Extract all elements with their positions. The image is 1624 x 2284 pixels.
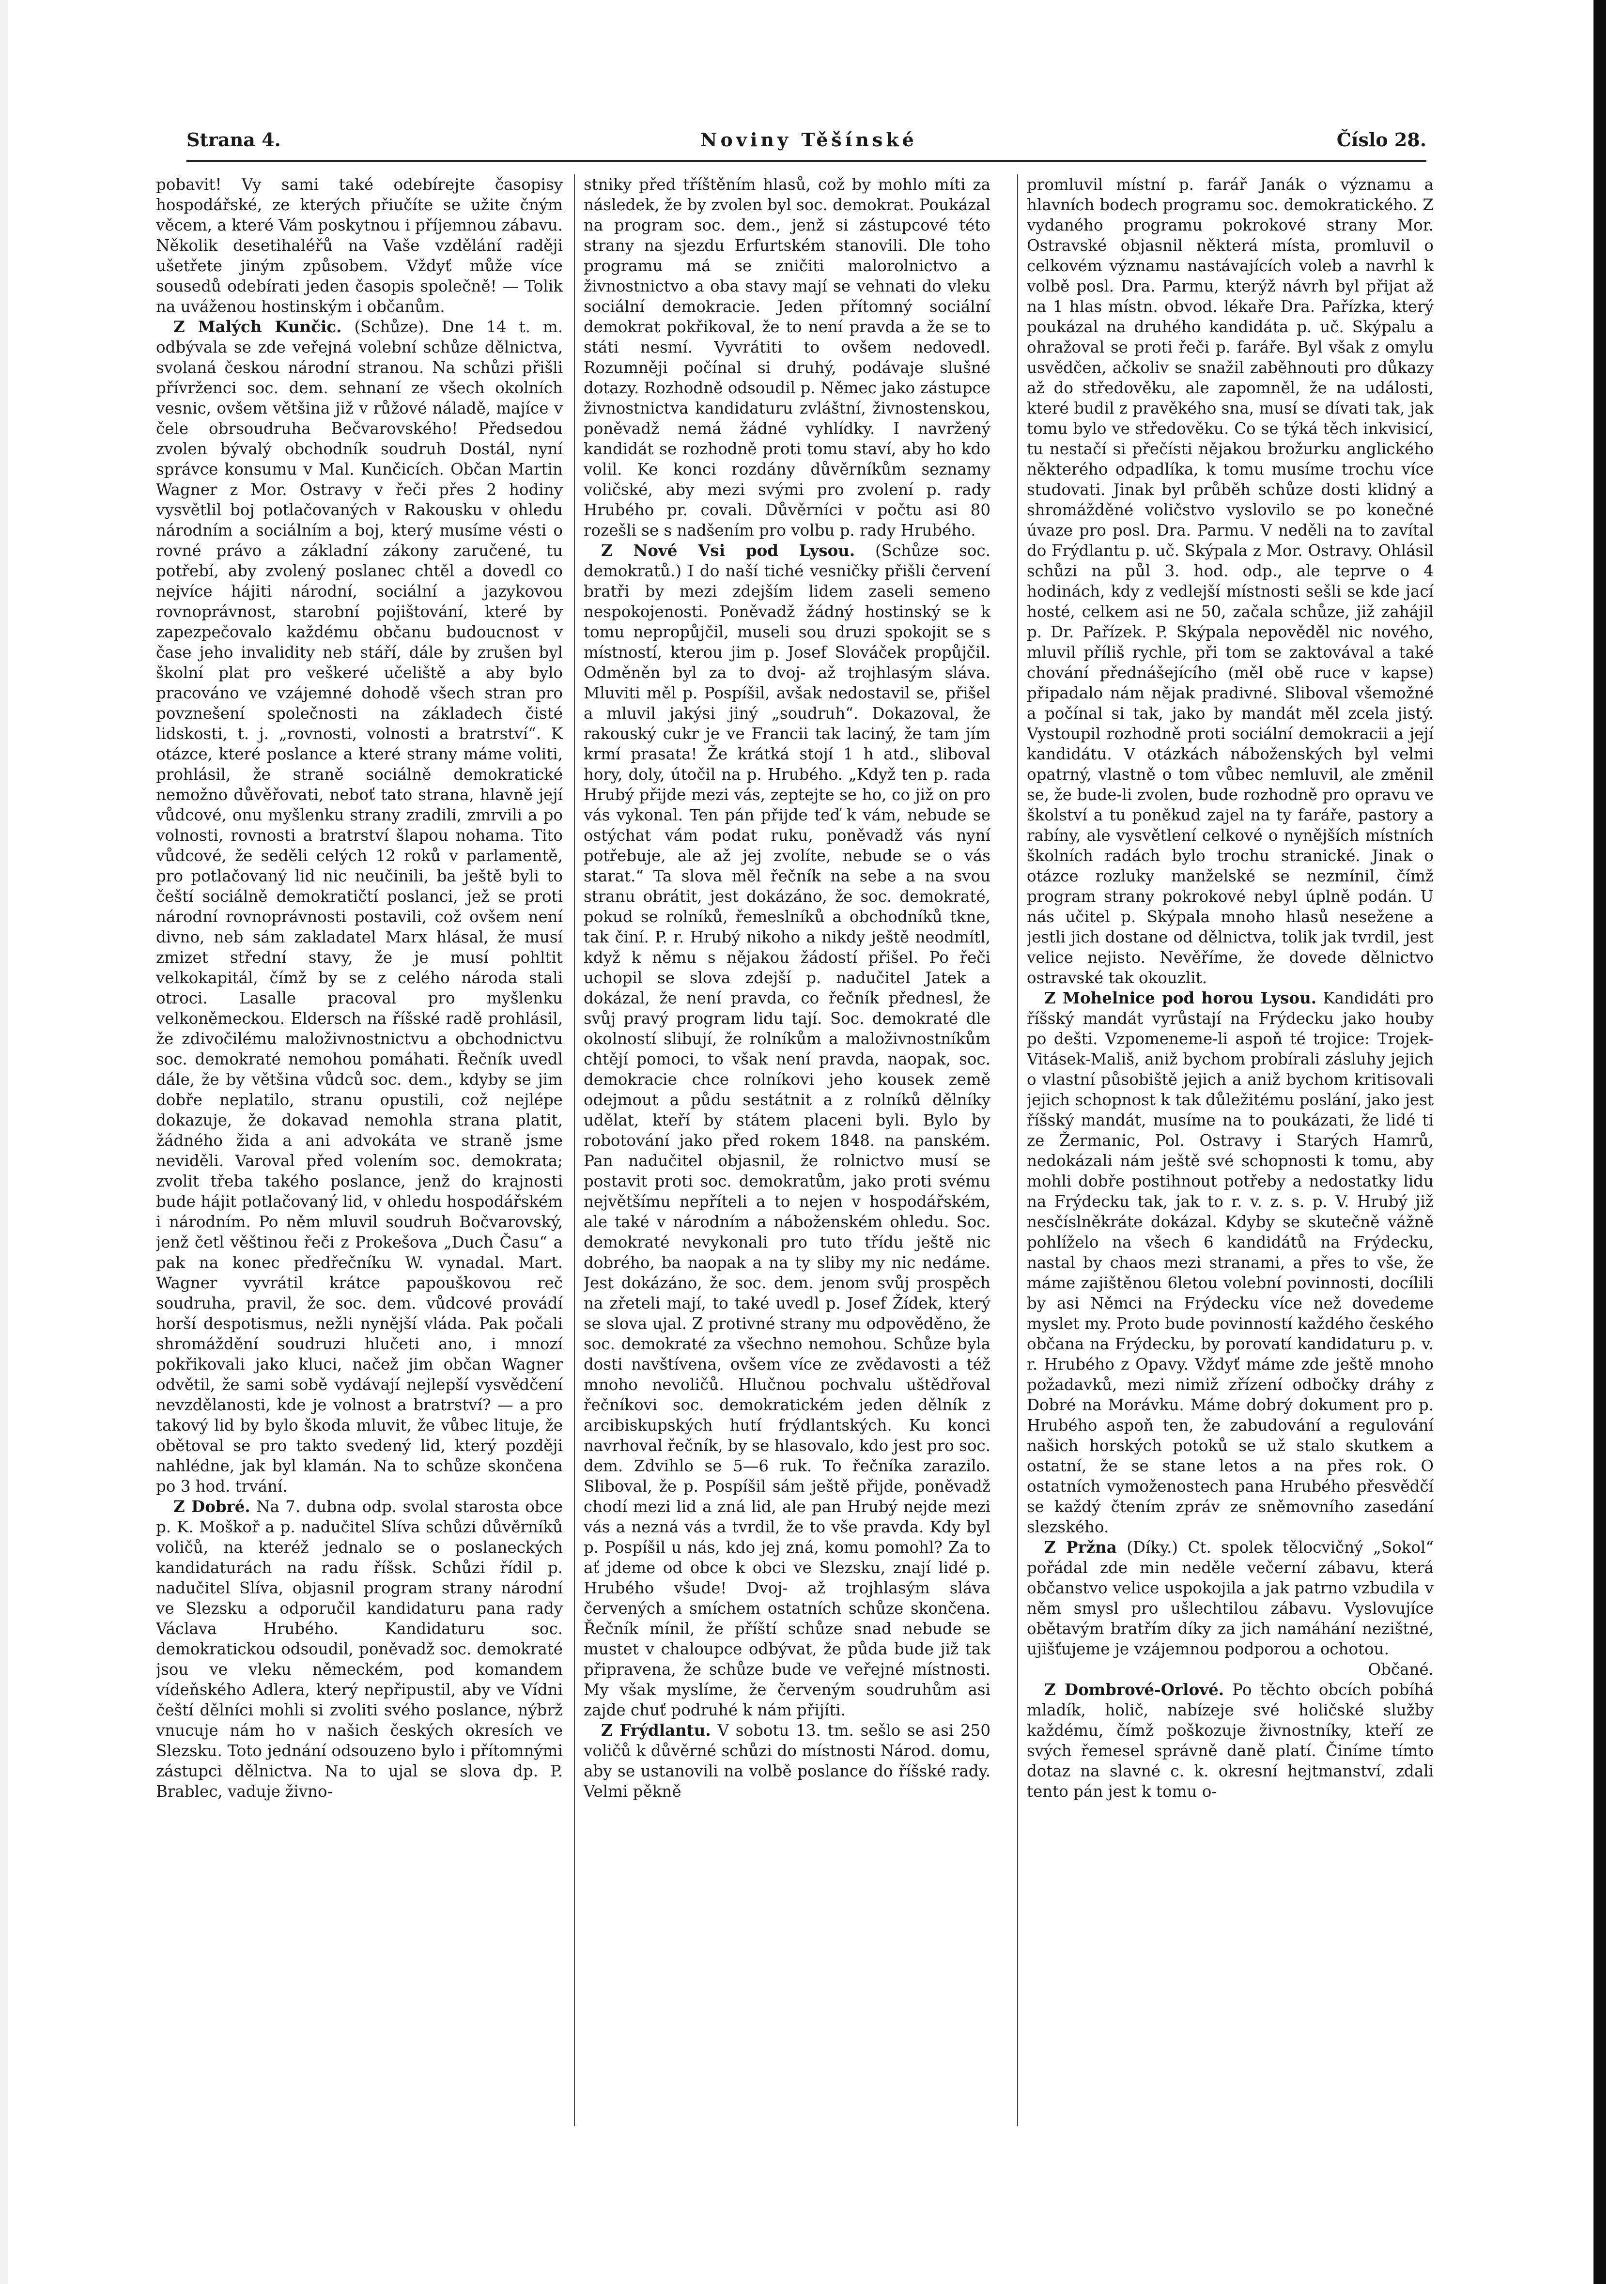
article-text: Kandidáti pro říšský mandát vyrůstají na Frýdecku jako houby po dešti. Vzpomeneme-li aspoň té trojice: Trojek-Vitásek-Mališ, aniž bychom probírali zásluhy jejich o vlastní působiště jejich a aniž bychom kritisovali jejich schopnost k tak důležitému poslání, jako jest říšský mandát, musíme na to poukázati, že lidé ti ze Žermanic, Pol. Ostravy i Starých Hamrů, nedokázali nám ještě své schopnosti k tomu, aby mohli dobře postihnout potřeby a nedostatky lidu na Frýdecku tak, jak to r. v. z. s. p. V. Hrubý již nesčíslněkráte dokázal. Kdyby se skutečně vážně pohlíželo na všech 6 kandidátů na Frýdecku, nastal by chaos mezi stranami, a přes to vše, že máme zajištěnou 6letou volební povinnosti, docílili by asi Němci na Frýdecku více než dovedeme myslet my. Proto bude povinností každého českého občana na Frýdecku, by porovatí kandidaturu p. v. r. Hrubého z Opavy. Vždyť máme zde ještě mnoho požadavků, mezi nimiž zřízení odbočky dráhy z Dobré na Morávku. Máme dobrý dokument pro p. Hrubého aspoň ten, že zabudování a regulování našich horských potoků se už stalo skutkem a ostatní, že se stane letos a na přes rok. O ostatních vymoženostech pana Hrubého přesvědčí se každý čtením zpráv ze sněmovního zasedání slezského. [1027, 989, 1434, 1536]
article-text: (Schůze). Dne 14 t. m. odbývala se zde veřejná volební schůze dělnictva, svolaná českou národní stranou. Na schůzi přišli přívrženci soc. dem. sehnaní ze všech okolních vesnic, ovšem většina již v růžové náladě, majíce v čele obrsoudruha Bečvarovského! Předsedou zvolen bývalý obchodník soudruh Dostál, nyní správce konsumu v Mal. Kunčicích. Občan Martin Wagner z Mor. Ostravy v řeči přes 2 hodiny vysvětlil boj potlačovaných v Rakousku v ohledu národním a sociálním a boj, který musíme vésti o rovné právo a základní zákony zaručené, tu potřebí, aby zvolený poslanec chtěl a dovedl co nejvíce hájiti národní, sociální a jazykovou rovnoprávnost, starobní pojištování, které by zapezpečovalo každému občanu budoucnost v čase jeho invalidity neb stáří, dále by zrušen byl školní plat pro veškeré učeliště a aby bylo pracováno ve vzájemné dohodě všech stran pro povznešení společnosti na základech čisté lidskosti, t. j. „rovnosti, volnosti a bratrství“. K otázce, které poslance a které strany máme voliti, prohlásil, že straně sociálně demokratické nemožno důvěřovati, neboť tato strana, hlavně její vůdcové, onu myšlenku strany zradili, zmrvili a po volnosti, rovnosti a bratrství šlapou nohama. Tito vůdcové, že seděli celých 12 roků v parlamentě, pro potlačovaný lid nic neučinili, ba ještě byli to čeští sociálně demokratičtí poslanci, jež se proti národní rovnoprávnosti postavili, což ovšem není divno, neb sám zakladatel Marx hlásal, že musí zmizet střední stavy, že je musí pohltit velkokapitál, čímž by se z celého národa stali otroci. Lasalle pracoval pro myšlenku velkoněmeckou. Eldersch na říšské radě prohlásil, že zdivočilému maloživnostnictvu a obchodnictvu soc. demokraté nemohou pomáhati. Řečník uvedl dále, že by většina vůdců soc. dem., kdyby se jim dobře neplatilo, stranu opustili, což nejlépe dokazuje, že dokavad nemohla strana platit, žádného žida a ani advokáta ve straně jsme neviděli. Varoval před volením soc. demokrata; zvolit třeba takého poslance, jenž do krajnosti bude hájit potlačovaný lid, v ohledu hospodářském i národním. Po něm mluvil soudruh Bočvarovský, jenž četl věštinou řeči z Prokešova „Duch Času“ a pak na konec předřečníku W. vynadal. Mart. Wagner vyvrátil krátce papouškovou reč soudruha, pravil, že soc. dem. vůdcové provádí horší despotismus, nežli nynější vláda. Pak počali shromáždění soudruzi hlučeti ano, i mnozí pokřikovali jako kluci, načež jim občan Wagner odvětil, že sami sobě vydávají nejlepší vysvědčení nevzdělanosti, kde je volnost a bratrství? — a pro takový lid by bylo škoda mluvit, že vůbec lituje, že obětoval se pro takto svedený lid, který později nahlédne, jak byl klamán. Na to schůze skončena po 3 hod. trvání. [156, 318, 563, 1496]
article-heading: Z Frýdlantu. [601, 1721, 711, 1740]
article-text: (Díky.) Ct. spolek tělocvičný „Sokol“ pořádal zde min neděle večerní zábavu, která občanstvo velice uspokojila a jak patrno vzbudila v něm smysl pro ušlechtilou zábavu. Vyslovujíce obětavým bratřím díky za jich namáhání nezištné, ujišťujeme je vzájemnou podporou a ochotou. [1027, 1538, 1434, 1658]
issue-number: Číslo 28. [1336, 128, 1426, 151]
article-heading: Z Dobré. [173, 1497, 250, 1516]
page-number: Strana 4. [186, 128, 281, 151]
column-2 [584, 174, 990, 2126]
signature: Občané. [1368, 1660, 1434, 1679]
article-paragraph [1027, 1537, 1434, 1659]
article-paragraph [584, 174, 990, 540]
article-text: (Schůze soc. demokratů.) I do naší tiché vesničky přišli červení bratři by mezi zdejším lidem zaseli semeno nespokojenosti. Poněvadž žádný hostinský se k tomu nepropůjčil, museli sou druzi spokojit se s místností, kterou jim p. Josef Slováček propůjčil. Odměněn byl za to dvoj- až trojhlasým sláva. Mluviti měl p. Pospíšil, avšak nedostavil se, přišel a mluvil jakýsi jiný „soudruh“. Dokazoval, že rakouský cukr je ve Francii tak laciný, že tam jím krmí prasata! Že krátká stojí 1 h atd., sliboval hory, doly, útočil na p. Hrubého. „Když ten p. rada Hrubý přijde mezi vás, zeptejte se ho, co již on pro vás vykonal. Ten pán přijde teď k vám, nebude se ostýchat vám podat ruku, poněvadž vás nyní potřebuje, ale až jej zvolíte, nebude se o vás starat.“ Ta slova měl řečník na sebe a na svou stranu obrátit, jest dokázáno, že soc. demokraté, pokud se rolníků, řemeslníků a obchodníků tkne, tak činí. P. r. Hrubý nikoho a nikdy ještě neodmítl, když k němu s nějakou žádostí přišel. Po řeči uchopil se slova zdejší p. nadučitel Jatek a dokázal, že není pravda, co řečník přednesl, že svůj pravý program lidu tají. Soc. demokraté dle okolností slibují, že rolníkům a maloživnostníkům chtějí pomoci, to však není pravda, naopak, soc. demokracie chce rolníkovi jeho kousek země odejmout a půdu sestátnit a z rolníků dělníky udělat, kteří by státem placeni byli. Bylo by robotování jako před rokem 1848. na panském. Pan nadučitel objasnil, že rolnictvo musí se postavit proti soc. demokratům, jako proti svému největšímu nepříteli a to nejen v hospodářském, ale také v národním a náboženském ohledu. Soc. demokraté nevykonali pro tuto třídu ještě nic dobrého, ba naopak a na ty sliby my nic nedáme. Jest dokázáno, že soc. dem. jenom svůj prospěch na zřeteli mají, to také uvedl p. Josef Žídek, který se slova ujal. Z protivné strany mu odpověděno, že soc. demokraté za všechno nemohou. Schůze byla dosti navštívena, ovšem více ze zvědavosti a též mnoho nevoličů. Hlučnou pochvalu uštědřoval řečníkovi soc. demokratickém jeden dělník z arcibiskupských hutí frýdlantských. Ku konci navrhoval řečník, by se hlasovalo, kdo jest pro soc. dem. Zdvihlo se 5—6 ruk. To řečníka zarazilo. Sliboval, že p. Pospíšil sám ještě přijde, poněvadž chodí mezi lid a zná lid, ale pan Hrubý nejde mezi vás a nezná vás a tvrdil, že to vše pravda. Kdy byl p. Pospíšil u nás, kdo jej zná, komu pomohl? Za to ať jdeme od obce k obci ve Slezsku, znají lidé p. Hrubého všude! Dvoj- až trojhlasým sláva červených a smíchem ostatních schůze skončena. Řečník mínil, že příští schůze snad nebude se mustet v chaloupce odbývat, že půda bude již tak připravena, že schůze bude ve veřejné místnosti. My však myslíme, že červeným soudruhům asi zajde chuť podruhé k nám přijíti. [584, 541, 990, 1719]
column-divider [574, 174, 575, 2126]
article-heading: Z Dombrové-Orlové. [1044, 1680, 1224, 1699]
article-paragraph [156, 317, 563, 1497]
article-text: V sobotu 13. tm. sešlo se asi 250 voličů k důvěrné schůzi do místnosti Národ. domu, aby se ustanovili na volbě poslance do říšské rady. Velmi pěkně [584, 1721, 990, 1801]
page-header [186, 125, 1426, 154]
column-3 [1027, 174, 1434, 2126]
header-rule [186, 160, 1426, 162]
column-divider [1017, 174, 1018, 2126]
article-heading: Z Nové Vsi pod Lysou. [601, 541, 855, 560]
article-paragraph [156, 174, 563, 317]
article-text: Po těchto obcích pobíhá mladík, holič, nabízeje své holičské služby každému, čímž poškozuje živnostníky, kteří ze svých řemesel správně daně platí. Činíme tímto dotaz na slavné c. k. okresní hejtmanství, zdali tento pán jest k tomu o- [1027, 1681, 1434, 1801]
column-1 [156, 174, 563, 2126]
article-paragraph [584, 540, 990, 1720]
article-paragraph [156, 1497, 563, 1802]
article-paragraph [1027, 988, 1434, 1537]
article-paragraph [1027, 1680, 1434, 1802]
article-text: promluvil místní p. farář Janák o významu a hlavních bodech programu soc. demokratického. Z vydaného programu pokrokové strany Mor. Ostravské objasnil některá místa, promluvil o celkovém významu nastávajících voleb a navrhl k volbě posl. Dra. Parmu, kterýž návrh byl přijat až na 1 hlas místn. obvod. lékaře Dra. Pařízka, který poukázal na druhého kandidáta p. uč. Skýpalu a ohražoval se proti řeči p. faráře. Byl však z omylu usvědčen, ačkoliv se snažil zaběhnouti pro důkazy až do středověku, ale zapomněl, že na události, které budil z pravěkého sna, musí se dívati tak, jak tomu bylo ve středověku. Co se týká těch inkvisicí, tu nestačí si přečísti nějakou brožurku anglického některého odpadlíka, k tomu musíme trochu více studovati. Jinak byl průběh schůze dosti klidný a shromážděné voličstvo vyslovilo se po konečné úvaze pro posl. Dra. Parmu. V neděli na to zavítal do Frýdlantu p. uč. Skýpala z Mor. Ostravy. Ohlásil schůzi na půl 3. hod. odp., ale teprve o 4 hodinách, kdy z vedlejší místnosti sešli se kde jací hosté, celkem asi ne 50, začala schůze, již zahájil p. Dr. Pařízek. P. Skýpala nepověděl nic nového, mluvil příliš rychle, při tom se zaktovával a také chování přednášejícího (měl obě ruce v kapse) připadalo nám nějak pradivné. Sliboval všemožné a počínal si tak, jako by mandát měl zcela jistý. Vystoupil rozhodně proti sociální demokracii a její kandidátu. V otázkách náboženských byl velmi opatrný, vlastně o tom vůbec nemluvil, ale změnil se, že bude-li zvolen, bude rozhodně pro opravu ve školství a tu poněkud zajel na ty faráře, pastory a rabíny, ale vysvětlení celkové o nynějších místních školních radách bylo trochu stranické. Jinak o otázce rozluky manželské se nezmínil, čímž program strany pokrokové nebyl úplně podán. U nás učitel p. Skýpala mnoho hlasů neseženе a jestli jich dostane od dělnictva, tolik jak tvrdil, jest velice nejisto. Nevěříme, že dovede dělnictvo ostravské tak okouzlit. [1027, 175, 1434, 987]
article-text: stniky před tříštěním hlasů, což by mohlo míti za následek, že by zvolen byl soc. demokrat. Poukázal na program soc. dem., jenž si zástupcové této strany na sjezdu Erfurtském stanovili. Dle toho programu má se zničiti malorolnictvo a živnostnictvo a oba stavy mají se vehnati do vleku sociální demokracie. Jeden přítomný sociální demokrat pokřikoval, že to není pravda a že se to státi nesmí. Vyvrátiti to ovšem nedovedl. Rozumněji počínal si druhý, podávaje slušné dotazy. Rozhodně odsoudil p. Němec jako zástupce živnostnictva kandidaturu zvláštní, živnostenskou, poněvadž nemá žádné vyhlídky. I navržený kandidát se rozhodně proti tomu staví, aby ho kdo volil. Ke konci rozdány důvěrníkům seznamy voličské, aby mezi svými pro zvolení p. rady Hrubého pr. covali. Důvěrníci v počtu asi 80 rozešli se s nadšením pro volbu p. rady Hrubého. [584, 175, 990, 540]
article-text: Na 7. dubna odp. svolal starosta obce p. K. Moškoř a p. nadučitel Slíva schůzi důvěrníků voličů, na kteréž jednalo se o poslaneckých kandidaturách na radu říšsk. Schůzi řídil p. nadučitel Slíva, objasnil program strany národní ve Slezsku a odporučil kandidaturu pana rady Václava Hrubého. Kandidaturu soc. demokratickou odsoudil, poněvadž soc. demokraté jsou ve vleku německém, pod komandem vídeňského Adlera, který nepřipustil, aby ve Vídni čeští dělníci mohli si zvoliti svého poslance, nýbrž vnucuje nám ho v našich českých okresích ve Slezsku. Toto jednání odsouzeno bylo i přítomnými zástupci dělnictva. Na to ujal se slova dp. P. Brablec, vaduje živno- [156, 1497, 563, 1801]
article-heading: Z Pržna [1044, 1538, 1117, 1557]
article-paragraph [1027, 174, 1434, 988]
page-edge [0, 0, 8, 2284]
article-heading: Z Malých Kunčic. [173, 317, 342, 336]
article-paragraph [584, 1720, 990, 1802]
article-heading: Z Mohelnice pod horou Lysou. [1044, 988, 1317, 1007]
scan-border-bar [1593, 0, 1606, 2284]
newspaper-title: Noviny Těšínské [700, 128, 917, 151]
article-text: pobavit! Vy sami také odebírejte časopisy hospodářské, ze kterých přiučíte se užite čným věcem, a které Vám poskytnou i příjemnou zábavu. Několik desetihaléřů na Vaše vzdělání raději ušetřete jiným způsobem. Vždyť může více sousedů odebírati jeden časopis společně! — Tolik na uváženou hostinským i občanům. [156, 175, 563, 316]
